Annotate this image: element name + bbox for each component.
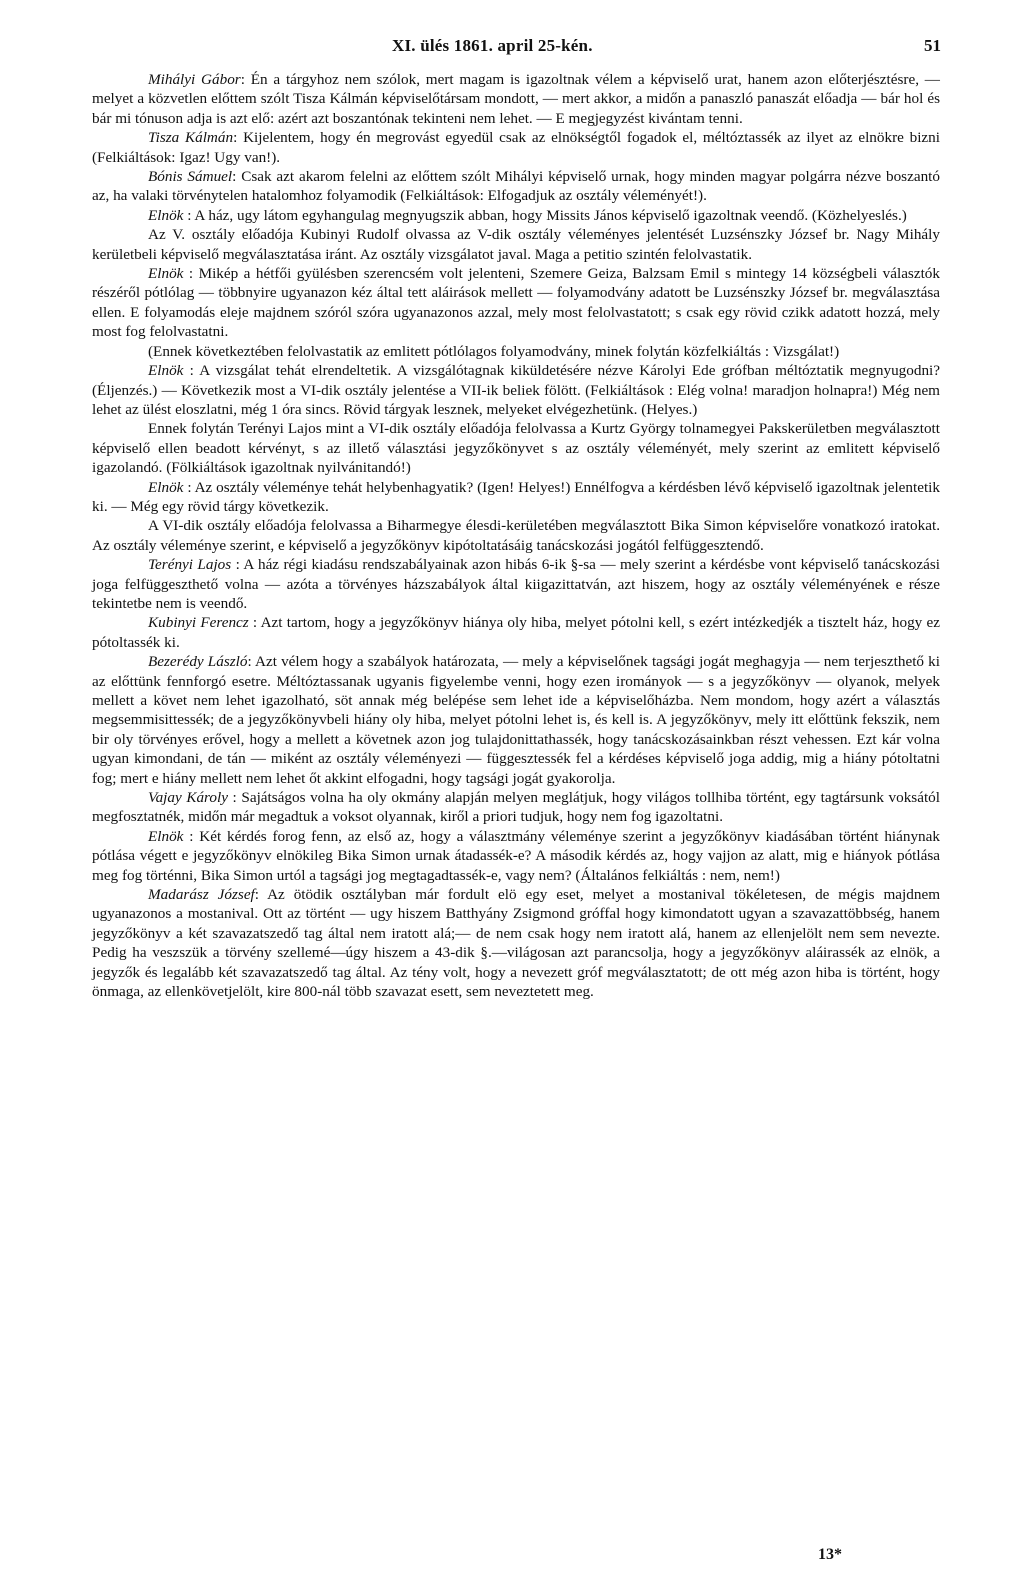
page-header [0, 36, 1024, 62]
speaker-separator: : [183, 478, 195, 496]
speaker-separator: : [183, 265, 199, 283]
speaker-separator: : [247, 653, 256, 671]
paragraph-text: (Ennek következtében felolvastatik az emlitett pótlólagos folyamodvány, minek folytán közfelkiáltás : Vizsgálat!) [148, 342, 840, 360]
speaker-name: Bezerédy László [148, 653, 248, 671]
speaker-name: Elnök [148, 265, 184, 283]
paragraph [92, 342, 940, 361]
speaker-name: Kubinyi Ferencz [148, 614, 249, 632]
paragraph [92, 167, 940, 206]
speaker-separator: : [231, 556, 244, 574]
paragraph [92, 652, 940, 788]
speaker-separator: : [233, 129, 244, 147]
paragraph-text: A ház, ugy látom egyhangulag megnyugszik abban, hogy Missits János képviselő igazoltnak veendő. (Közhelyeslés.) [194, 206, 907, 224]
paragraph-text: Két kérdés forog fenn, az első az, hogy a választmány véleménye szerint a jegyzőkönyv kiadásában történt hiánynak pótlása végett e jegyzőkönyv elnökileg Bika Simon urnak átadassék-e? A második kérdés az, hogy vajjon az alatt, mig e hiányok pótlása meg fog történni, Bika Simon urtól a tagsági jog megtagadtassék-e, vagy nem? (Általános felkiáltás : nem, nem!) [92, 827, 940, 884]
speaker-name: Madarász József [148, 886, 255, 904]
speaker-name: Vajay Károly [148, 789, 228, 807]
speaker-name: Elnök [148, 206, 184, 224]
speaker-separator: : [240, 71, 251, 88]
speaker-name: Bónis Sámuel [148, 168, 233, 186]
paragraph-text: Az osztály véleménye tehát helybenhagyatik? (Igen! Helyes!) Ennélfogva a kérdésben lévő képviselő igazoltnak jelentetik ki. — Még egy rövid tárgy következik. [92, 478, 940, 515]
paragraph [92, 885, 940, 1001]
speaker-name: Elnök [148, 362, 184, 380]
signature-mark: 13* [818, 1546, 842, 1563]
speaker-separator: : [183, 362, 200, 380]
body-text [92, 70, 940, 1002]
paragraph [92, 788, 940, 827]
paragraph [92, 206, 940, 225]
speaker-name: Tisza Kálmán [148, 129, 234, 147]
paragraph-text: Csak azt akarom felelni az előttem szólt Mihályi képviselő urnak, hogy minden magyar polgárra nézve boszantó az, ha valaki törvénytelen hatalomhoz folyamodik (Felkiáltások: Elfogadjuk az osztály véleményét!). [92, 168, 940, 205]
paragraph-text: Ennek folytán Terényi Lajos mint a VI-dik osztály előadója felolvassa a Kurtz György tolnamegyei Pakskerületben megválasztott képviselő ellen beadott kérvényt, s az illető választási jegyzőkönyvet s az osztály véleményét, mely szerint az emlitett képviselő igazolandó. (Fölkiáltások igazoltnak nyilvánitandó!) [92, 420, 940, 477]
paragraph [92, 225, 940, 264]
page-number: 51 [924, 36, 941, 55]
paragraph [92, 555, 940, 613]
paragraph-text: A VI-dik osztály előadója felolvassa a Biharmegye élesdi-kerületében megválasztott Bika Simon képviselőre vonatkozó iratokat. Az osztály véleménye szerint, e képviselő a jegyzőkönyv kipótoltatásáig tanácskozási jogától felfüggesztendő. [92, 517, 940, 554]
speaker-name: Elnök [148, 827, 184, 845]
speaker-separator: : [227, 789, 242, 807]
paragraph [92, 613, 940, 652]
paragraph-text: Az V. osztály előadója Kubinyi Rudolf olvassa az V-dik osztály véleményes jelentését Luzsénszky József br. Nagy Mihály kerületbeli képviselő megválasztatása iránt. Az osztály vizsgálatot javal. Maga a petitio szintén felolvastatik. [92, 226, 940, 263]
paragraph-text: Mikép a hétfői gyülésben szerencsém volt jelenteni, Szemere Geiza, Balzsam Emil s mintegy 14 községbeli választók részéről pótlólag — többnyire ugyanazon kéz által tett aláirások mellett — folyamodvány adatott be Luzsénszky József br. megválasztása ellen. E folyamodás eleje majdnem szóról szóra ugyanazonos azzal, mely most felolvastatott; s csak egy rövid czikk adatott hozzá, mely most fog felolvastatni. [92, 265, 940, 341]
paragraph-text: Sajátságos volna ha oly okmány alapján melyen meglátjuk, hogy világos tollhiba történt, egy tagtársunk voksától megfosztatnék, midőn már megadtuk a voksot olyannak, kiről a priori tudjuk, hogy nem fog igazoltatni. [92, 789, 940, 826]
paragraph [92, 827, 940, 885]
paragraph-text: Azt vélem hogy a szabályok határozata, — mely a képviselőnek tagsági jogát meghagyja — nem terjeszthető ki az előttünk fennforgó esetre. Méltóztassanak ugyanis figyelembe venni, hogy ezen irományok — s a jegyzőkönyv — olyanok, melyek mellett a követ nem lehet igazolható, söt annak még belépése sem lehet ide a képviselőházba. Nem mondom, hogy azért a választás megsemmisittessék; de a jegyzőkönyvbeli hiány oly hiba, melyet pótolni lehet is, és kell is. A jegyzőkönyv, mely itt előttünk fekszik, nem bir oly törvényes erővel, hogy a mellett a követnek azon jog tulajdonittathassék, hogy tanácskozásainkban részt vehessen. Ezt kár volna ugyan kimondani, de tán — miként az osztály véleményezi — függesztessék fel a kérdéses képviselő joga addig, mig a hiány pótoltatni fog; mert e hiány mellett nem lehet őt akkint elfogadni, hogy tagsági jogát gyakorolja. [92, 653, 940, 787]
running-head: XI. ülés 1861. april 25-kén. [392, 36, 593, 55]
paragraph [92, 128, 940, 167]
speaker-separator: : [232, 168, 242, 186]
paragraph [92, 478, 940, 517]
speaker-separator: : [254, 886, 268, 904]
paragraph-text: Azt tartom, hogy a jegyzőkönyv hiánya oly hiba, melyet pótolni kell, s ezért intézkedjék a tisztelt ház, hogy ez pótoltassék ki. [92, 614, 940, 651]
paragraph-text: Kijelentem, hogy én megrovást egyedül csak az elnökségtől fogadok el, méltóztassék az ilyet az elnökre bizni (Felkiáltások: Igaz! Ugy van!). [92, 129, 940, 166]
paragraph-text: Az ötödik osztályban már fordult elö egy eset, melyet a mostanival tökéletesen, de mégis majdnem ugyanazonos a mostanival. Ott az történt — ugy hiszem Batthyány Zsigmond gróffal hogy kimondatott ugyan a szavazattöbbség, hanem jegyzőkönyv a két szavazatszedő tag által nem iratott alá;— de nem csak hogy nem iratott alá, hanem az ellenjelölt nem sem nevezte. Pedig ha veszszük a törvény szellemé—úgy hiszem a 43-dik §.—világosan azt parancsolja, hogy a jegyzőkönyv aláirassék az elnök, a jegyzők és legalább két szavazatszedő tag által. Az tény volt, hogy a nevezett gróf megválasztatott; de ott még azon hiba is történt, hogy önmaga, az ellenkövetjelölt, kire 800-nál több szavazat esett, sem neveztetett meg. [92, 886, 941, 1001]
speaker-separator: : [248, 614, 261, 632]
paragraph-text: A ház régi kiadásu rendszabályainak azon hibás 6-ik §-sa — mely szerint a kérdésbe vont képviselő tanácskozási joga felfüggeszthető volna — azóta a törvényes házszabályok által kiigazittatván, azt hiszem, hogy az osztály véleményének e része tekintetbe nem is veendő. [92, 556, 940, 612]
speaker-name: Elnök [148, 478, 184, 496]
paragraph-text: A vizsgálat tehát elrendeltetik. A vizsgálótagnak kiküldetésére nézve Károlyi Ede grófban méltóztatik megnyugodni? (Éljenzés.) — Következik most a VI-dik osztály jelentése a VII-ik beliek fölött. (Felkiáltások : Elég volna! maradjon holnapra!) Még nem lehet az ülést eloszlatni, még 1 óra sincs. Rövid tárgyak lesznek, melyeket elvégezhetünk. (Helyes.) [92, 362, 941, 418]
paragraph-text: Én a tárgyhoz nem szólok, mert magam is igazoltnak vélem a képviselő urat, hanem azon előterjésztésre, — melyet a közvetlen előttem szólt Tisza Kálmán képviselőtársam mondott, — mert akkor, a midőn a panaszló panaszát előadja — bár hol és bár mi tónuson adja is azt elő: azért azt boszantónak tekinteni nem lehet. — E megjegyzést kivántam tenni. [92, 71, 940, 127]
paragraph [92, 264, 940, 342]
speaker-separator: : [183, 827, 200, 845]
paragraph [92, 516, 940, 555]
paragraph [92, 361, 940, 419]
paragraph [92, 70, 940, 128]
paragraph [92, 419, 940, 477]
speaker-name: Terényi Lajos [148, 556, 232, 574]
speaker-separator: : [183, 206, 195, 224]
speaker-name: Mihályi Gábor [148, 71, 241, 88]
